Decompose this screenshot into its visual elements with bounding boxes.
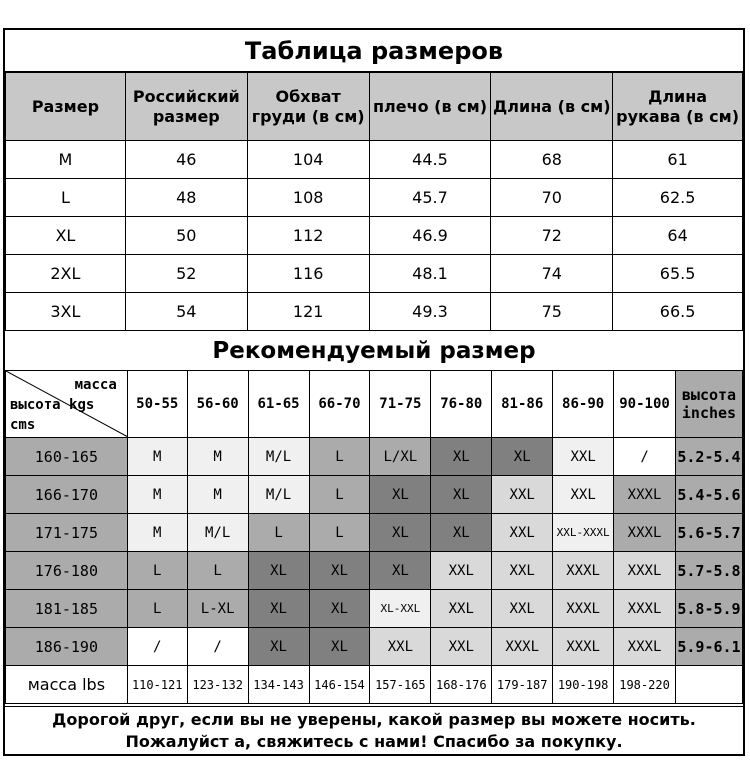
header-cell: Обхват груди (в см) (247, 73, 369, 141)
inches-cell: 5.4-5.6 (675, 476, 742, 514)
size-recommendation-cell: XL-XXL (370, 590, 431, 628)
size-recommendation-cell: L (127, 590, 187, 628)
recommend-row (6, 438, 743, 476)
size-recommendation-cell: L (309, 476, 370, 514)
size-recommendation-cell: L (309, 514, 370, 552)
size-recommendation-cell: XXL (492, 590, 553, 628)
corner-height-label: высота kgs (10, 397, 95, 413)
size-recommendation-cell: L (127, 552, 187, 590)
weight-header: 90-100 (614, 371, 676, 438)
inches-cell: 5.6-5.7 (675, 514, 742, 552)
size-cell: 61 (613, 141, 743, 179)
recommend-row (6, 552, 743, 590)
size-recommendation-cell: M/L (187, 514, 248, 552)
lbs-cell: 179-187 (492, 666, 553, 704)
size-recommendation-cell: M (127, 514, 187, 552)
size-table (5, 72, 743, 331)
size-cell: 74 (491, 255, 613, 293)
size-cell: 112 (247, 217, 369, 255)
size-recommendation-cell: XL (248, 628, 309, 666)
lbs-cell: 134-143 (248, 666, 309, 704)
weight-header: 66-70 (309, 371, 370, 438)
lbs-cell: 123-132 (187, 666, 248, 704)
size-recommendation-cell: XL (309, 552, 370, 590)
weight-header: 81-86 (492, 371, 553, 438)
size-recommendation-cell: M (127, 476, 187, 514)
size-recommendation-cell: XL (431, 514, 492, 552)
recommend-table (5, 370, 743, 704)
size-recommendation-cell: M/L (248, 438, 309, 476)
inches-cell: 5.9-6.1 (675, 628, 742, 666)
lbs-cell: 168-176 (431, 666, 492, 704)
corner-cell (6, 371, 128, 438)
size-cell: 44.5 (369, 141, 491, 179)
size-table-title: Таблица размеров (5, 30, 743, 72)
size-table-header-row (6, 73, 743, 141)
recommend-title: Рекомендуемый размер (5, 330, 743, 370)
size-recommendation-cell: XL (248, 552, 309, 590)
size-recommendation-cell: M (187, 438, 248, 476)
height-cell: 160-165 (6, 438, 128, 476)
size-recommendation-cell: XXXL (614, 628, 676, 666)
lbs-cell: 157-165 (370, 666, 431, 704)
recommend-row (6, 590, 743, 628)
weight-header: 76-80 (431, 371, 492, 438)
size-row (6, 179, 743, 217)
weight-header: 86-90 (553, 371, 614, 438)
recommend-row (6, 476, 743, 514)
size-cell: 75 (491, 293, 613, 331)
size-recommendation-cell: XXXL (553, 628, 614, 666)
size-recommendation-cell: XL (370, 552, 431, 590)
size-cell: 49.3 (369, 293, 491, 331)
size-cell: 104 (247, 141, 369, 179)
header-cell: Длина (в см) (491, 73, 613, 141)
inches-cell: 5.7-5.8 (675, 552, 742, 590)
size-recommendation-cell: XXL (553, 476, 614, 514)
size-recommendation-cell: XXXL (614, 552, 676, 590)
header-cell: плечо (в см) (369, 73, 491, 141)
size-cell: 66.5 (613, 293, 743, 331)
size-recommendation-cell: XL (309, 628, 370, 666)
height-cell: 181-185 (6, 590, 128, 628)
size-recommendation-cell: L-XL (187, 590, 248, 628)
weight-header: 61-65 (248, 371, 309, 438)
weight-header: 56-60 (187, 371, 248, 438)
size-cell: 52 (125, 255, 247, 293)
lbs-label: масса lbs (6, 666, 128, 704)
inches-cell: 5.8-5.9 (675, 590, 742, 628)
height-cell: 176-180 (6, 552, 128, 590)
size-recommendation-cell: / (187, 628, 248, 666)
size-recommendation-cell: L (309, 438, 370, 476)
size-recommendation-cell: XXL (431, 590, 492, 628)
size-recommendation-cell: M/L (248, 476, 309, 514)
size-recommendation-cell: / (127, 628, 187, 666)
size-cell: 72 (491, 217, 613, 255)
header-cell: Российский размер (125, 73, 247, 141)
lbs-cell: 110-121 (127, 666, 187, 704)
size-cell: 46.9 (369, 217, 491, 255)
size-cell: 45.7 (369, 179, 491, 217)
size-row (6, 293, 743, 331)
size-recommendation-cell: XXXL (614, 590, 676, 628)
size-recommendation-cell: XXL (492, 552, 553, 590)
recommend-row (6, 514, 743, 552)
size-recommendation-cell: / (614, 438, 676, 476)
weight-header: 71-75 (370, 371, 431, 438)
size-row (6, 217, 743, 255)
size-recommendation-cell: XXXL (553, 552, 614, 590)
header-cell: Размер (6, 73, 126, 141)
size-cell: 65.5 (613, 255, 743, 293)
size-cell: 54 (125, 293, 247, 331)
size-cell: 64 (613, 217, 743, 255)
size-recommendation-cell: XXXL (492, 628, 553, 666)
size-recommendation-cell: XXL (492, 514, 553, 552)
size-recommendation-cell: XL (431, 438, 492, 476)
size-row (6, 255, 743, 293)
size-cell: XL (6, 217, 126, 255)
lbs-cell: 190-198 (553, 666, 614, 704)
size-cell: 116 (247, 255, 369, 293)
size-recommendation-cell: XXL (553, 438, 614, 476)
size-recommendation-cell: XL (248, 590, 309, 628)
size-recommendation-cell: XL (370, 476, 431, 514)
size-row (6, 141, 743, 179)
inches-cell: 5.2-5.4 (675, 438, 742, 476)
size-recommendation-cell: XL (492, 438, 553, 476)
lbs-empty-cell (675, 666, 742, 704)
size-recommendation-cell: M (127, 438, 187, 476)
lbs-row (6, 666, 743, 704)
header-cell: Длина рукава (в см) (613, 73, 743, 141)
size-recommendation-cell: XXL (431, 628, 492, 666)
lbs-cell: 198-220 (614, 666, 676, 704)
recommend-row (6, 628, 743, 666)
size-recommendation-cell: XXL (431, 552, 492, 590)
size-cell: 68 (491, 141, 613, 179)
inches-header: высота inches (675, 371, 742, 438)
lbs-cell: 146-154 (309, 666, 370, 704)
footer-note: Дорогой друг, если вы не уверены, какой размер вы можете носить. Пожалуйст а, свяжитесь с нами! Спасибо за покупку. (5, 706, 743, 754)
size-recommendation-cell: L (187, 552, 248, 590)
size-cell: 46 (125, 141, 247, 179)
size-cell: 62.5 (613, 179, 743, 217)
size-cell: 48.1 (369, 255, 491, 293)
size-cell: 108 (247, 179, 369, 217)
size-cell: 121 (247, 293, 369, 331)
size-recommendation-cell: XXL (492, 476, 553, 514)
size-cell: 70 (491, 179, 613, 217)
size-cell: M (6, 141, 126, 179)
size-cell: 2XL (6, 255, 126, 293)
size-recommendation-cell: XXL (370, 628, 431, 666)
size-recommendation-cell: XL (370, 514, 431, 552)
weight-header: 50-55 (127, 371, 187, 438)
corner-mass-label: масса (74, 377, 117, 393)
size-recommendation-cell: XXXL (614, 514, 676, 552)
size-recommendation-cell: XXL-XXXL (553, 514, 614, 552)
size-recommendation-cell: XXXL (553, 590, 614, 628)
size-recommendation-cell: L/XL (370, 438, 431, 476)
recommend-header-row (6, 371, 743, 438)
size-recommendation-cell: XXXL (614, 476, 676, 514)
height-cell: 171-175 (6, 514, 128, 552)
size-cell: 48 (125, 179, 247, 217)
size-recommendation-cell: XL (431, 476, 492, 514)
corner-cms-label: cms (10, 417, 36, 433)
size-cell: L (6, 179, 126, 217)
size-cell: 50 (125, 217, 247, 255)
size-chart-frame (3, 28, 745, 756)
height-cell: 186-190 (6, 628, 128, 666)
height-cell: 166-170 (6, 476, 128, 514)
size-recommendation-cell: L (248, 514, 309, 552)
size-recommendation-cell: XL (309, 590, 370, 628)
size-cell: 3XL (6, 293, 126, 331)
size-recommendation-cell: M (187, 476, 248, 514)
